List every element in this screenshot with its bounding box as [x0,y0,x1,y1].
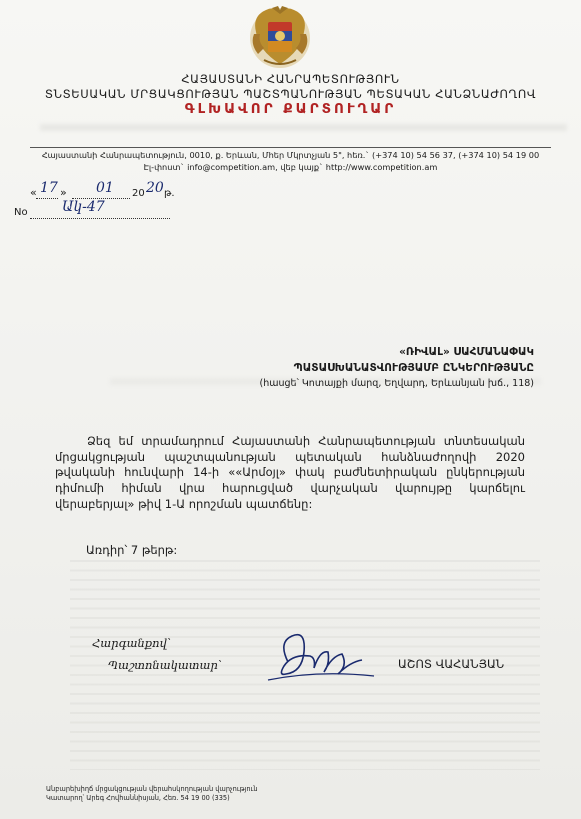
date-close-quote: » [60,186,67,199]
coat-of-arms-emblem [248,4,312,70]
date-year-prefix: 20 [132,188,145,199]
signatory-name: ԱՇՈՏ ՎԱՀԱՆՅԱՆ [398,657,505,671]
recipient-company: «ՌԻՎԱԼ» ՍԱՀՄԱՆԱՓԱԿ [399,346,534,358]
date-open-quote: « [30,186,37,199]
signatory-title: Պաշտոնակատար՝ [108,658,222,672]
date-year-suffix: 20 [146,180,164,196]
header-divider [30,147,551,148]
attachment-note: Առդիր՝ 7 թերթ: [86,543,178,557]
number-label: No [14,207,28,218]
footer-executor: Կատարող՝ Արեգ Հովհաննիսյան, Հեռ. 54 19 00 (335) [46,794,230,802]
closing-greeting: Հարգանքով՝ [92,636,172,650]
handwritten-signature [258,622,378,686]
bleed-through-mark [40,124,567,131]
contact-web: Էլ-փոստ` info@competition.am, վեբ կայք` http://www.competition.am [143,162,438,172]
commission-title: ՏՆՏԵՍԱԿԱՆ ՄՐՑԱԿՑՈՒԹՅԱՆ ՊԱՇՏՊԱՆՈՒԹՅԱՆ ՊԵՏԱԿԱՆ ՀԱՆՁՆԱԺՈՂՈՎ [44,87,537,101]
date-month: 01 [96,180,114,196]
date-day-line [36,198,58,199]
recipient-address: (հասցե՝ Կոտայքի մարզ, Եղվարդ, Երևանյան խճ., 118) [259,378,534,389]
footer-department: Անբարեխիղճ մրցակցության վերահսկողության վարչություն [46,785,258,793]
date-suffix: թ. [164,188,175,199]
contact-address: Հայաստանի Հանրապետություն, 0010, ք. Երևան, Մհեր Մկրտչյան 5", հեռ.` (+374 10) 54 56 37, (+374 10) 54 19 00 [41,150,540,160]
document-number: Ակ-47 [62,199,105,215]
country-title: ՀԱՅԱՍՏԱՆԻ ՀԱՆՐԱՊԵՏՈՒԹՅՈՒՆ [181,72,400,86]
date-day: 17 [40,180,58,196]
office-title: ԳԼԽԱՎՈՐ ՔԱՐՏՈՒՂԱՐ [184,101,397,117]
document-number-line [30,218,170,219]
letter-body: Ձեզ եմ տրամադրում Հայաստանի Հանրապետության տնտեսական մրցակցության պաշտպանության պետական հանձնաժողովի 2020 թվականի հունվարի 14-ի ««Արմօյլ» փակ բաժնետիրական ընկերության դիմումի հիման վրա հարուցված վարչական վարույթը կարճելու վերաբերյալ» թիվ 1-Ա որոշման պատճենը: [55,434,525,511]
recipient-company-form: ՊԱՏԱՍԽԱՆԱՏՎՈՒԹՅԱՄԲ ԸՆԿԵՐՈՒԹՅԱՆԸ [293,362,534,374]
